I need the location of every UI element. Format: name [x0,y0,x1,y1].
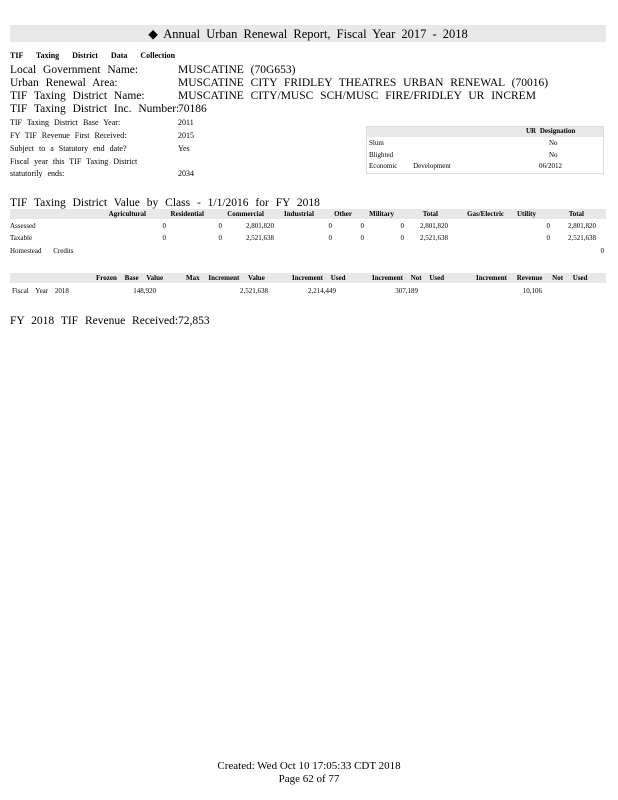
max-increment-value: 2,521,638 [240,287,268,295]
increment-used: 2,214,449 [308,287,336,295]
fiscal-year-label: Fiscal Year 2018 [12,287,69,295]
assessed-total: 2,801,820 [420,222,448,230]
assessed-total-2: 2,801,820 [568,222,596,230]
local-government-label: Local Government Name: [10,64,139,76]
statutory-ends-value: 2034 [178,169,194,178]
col-utility: Utility [516,210,536,218]
col-total-2: Total [568,210,584,218]
col-max-increment-value: Max Increment Value [186,274,265,282]
base-year-value: 2011 [178,118,194,127]
local-government-value: MUSCATINE (70G653) [178,64,296,76]
col-residential: Residential [170,210,204,218]
statutory-ends-label-cont: statutorily ends: [10,169,65,178]
taxable-other: 0 [360,234,364,242]
taxable-commercial: 2,521,638 [246,234,274,242]
revenue-first-received-label: FY TIF Revenue First Received: [10,131,127,140]
slum-value: No [549,139,558,147]
ur-designation-heading: UR Designation [526,127,576,135]
taxable-utility: 0 [546,234,550,242]
assessed-label: Assessed [10,222,36,230]
diamond-icon: ◆ [148,27,158,41]
slum-label: Slum [369,139,384,147]
col-agricultural: Agricultural [108,210,146,218]
tif-collection-heading: TIF Taxing District Data Collection [10,51,176,60]
revenue-received-label: FY 2018 TIF Revenue Received: [10,315,179,327]
district-name-label: TIF Taxing District Name: [10,90,145,102]
page-number: Page 62 of 77 [278,773,340,785]
base-year-label: TIF Taxing District Base Year: [10,118,121,127]
assessed-military: 0 [400,222,404,230]
created-timestamp: Created: Wed Oct 10 17:05:33 CDT 2018 [217,760,401,772]
revenue-received-value: 72,853 [178,315,210,327]
col-increment-revenue-not-used: Increment Revenue Not Used [476,274,588,282]
assessed-other: 0 [360,222,364,230]
ur-designation-box [366,126,604,174]
taxable-military: 0 [400,234,404,242]
frozen-base-value: 148,920 [133,287,156,295]
col-other: Other [334,210,352,218]
district-inc-number-label: TIF Taxing District Inc. Number: [10,103,180,115]
statutory-end-label: Subject to a Statutory end date? [10,144,127,153]
taxable-residential: 0 [218,234,222,242]
urban-renewal-area-value: MUSCATINE CITY FRIDLEY THEATRES URBAN RENEWAL (70016) [178,77,549,89]
revenue-first-received-value: 2015 [178,131,194,140]
statutory-ends-label: Fiscal year this TIF Taxing District [10,157,138,166]
col-increment-not-used: Increment Not Used [372,274,445,282]
taxable-label: Taxable [10,234,33,242]
col-increment-used: Increment Used [292,274,346,282]
col-frozen-base-value: Frozen Base Value [96,274,164,282]
col-gas-electric: Gas/Electric [467,210,504,218]
value-by-class-heading: TIF Taxing District Value by Class - 1/1/2016 for FY 2018 [10,197,320,209]
increment-not-used: 307,189 [395,287,418,295]
col-military: Military [369,210,394,218]
increment-revenue-not-used: 10,106 [522,287,542,295]
taxable-industrial: 0 [328,234,332,242]
assessed-utility: 0 [546,222,550,230]
assessed-agricultural: 0 [162,222,166,230]
assessed-residential: 0 [218,222,222,230]
homestead-credits-value: 0 [600,247,604,255]
blighted-label: Blighted [369,151,394,159]
assessed-industrial: 0 [328,222,332,230]
col-total: Total [422,210,438,218]
economic-development-label: Economic Development [369,162,451,170]
report-title-bar [10,25,606,42]
economic-development-value: 06/2012 [539,162,562,170]
assessed-commercial: 2,801,820 [246,222,274,230]
taxable-total: 2,521,638 [420,234,448,242]
taxable-total-2: 2,521,638 [568,234,596,242]
district-name-value: MUSCATINE CITY/MUSC SCH/MUSC FIRE/FRIDLEY UR INCREM [178,90,536,102]
blighted-value: No [549,151,558,159]
homestead-credits-label: Homestead Credits [10,247,74,255]
statutory-end-value: Yes [178,144,190,153]
urban-renewal-area-label: Urban Renewal Area: [10,77,118,89]
col-industrial: Industrial [284,210,314,218]
taxable-agricultural: 0 [162,234,166,242]
col-commercial: Commercial [227,210,264,218]
report-title: Annual Urban Renewal Report, Fiscal Year 2017 - 2018 [163,27,468,41]
district-inc-number-value: 70186 [178,103,207,115]
